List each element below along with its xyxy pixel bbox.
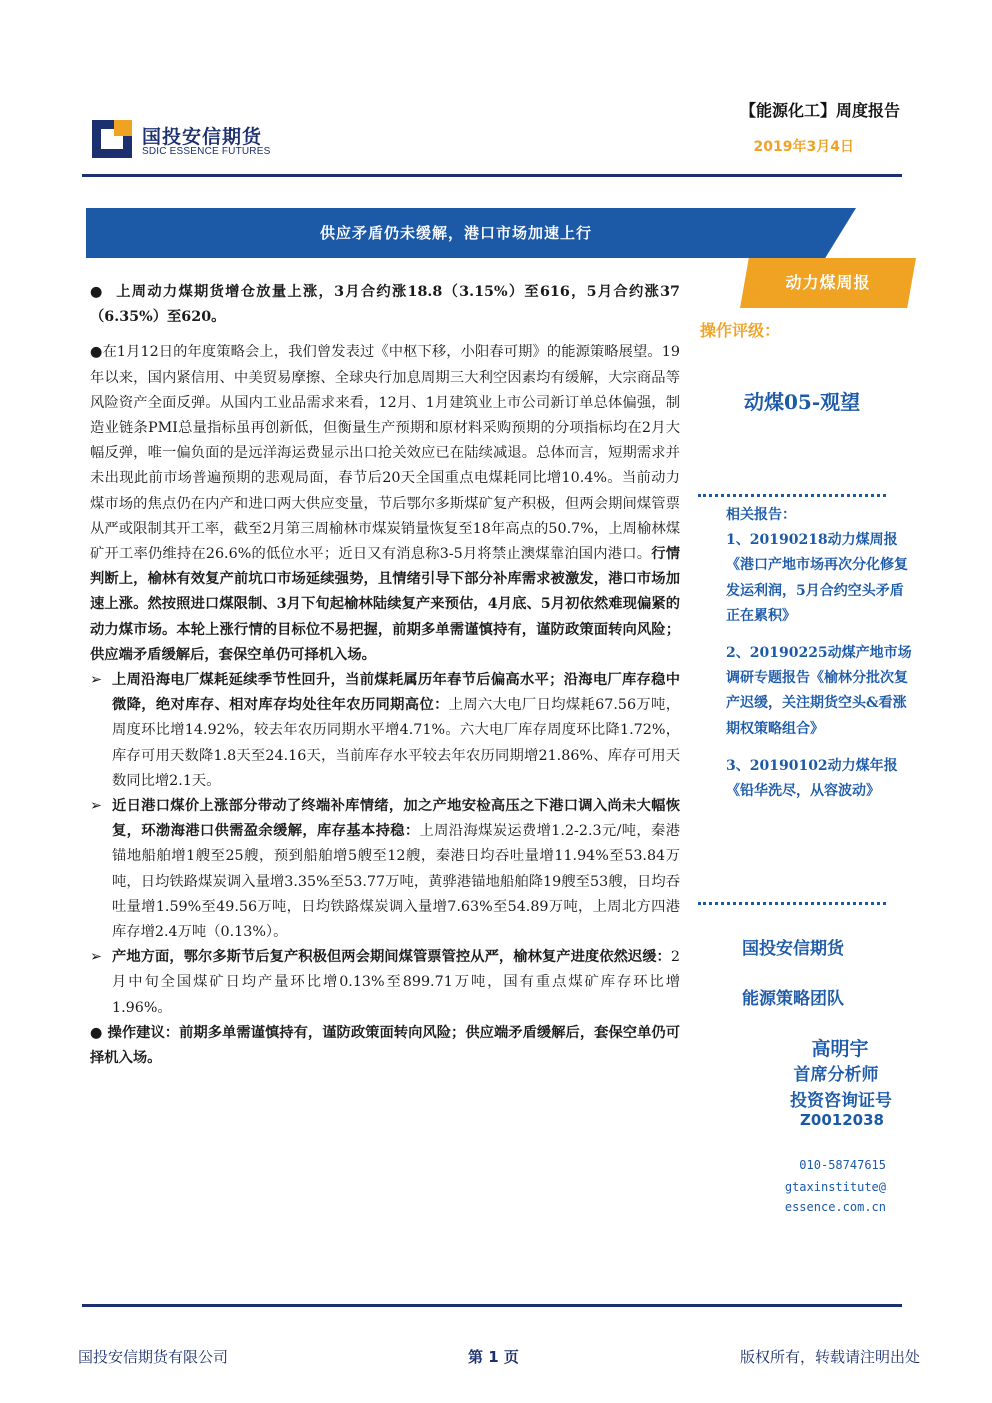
sidebar-divider	[698, 494, 886, 497]
port-item	[90, 794, 680, 945]
contact-email[interactable]: gtaxinstitute@	[784, 1180, 886, 1194]
analysis-text: 在1月12日的年度策略会上，我们曾发表过《中枢下移，小阳春可期》的能源策略展望。19年以来，国内紧信用、中美贸易摩擦、全球央行加息周期三大利空因素均有缓解，大宗商品等风险资产全面反弹。从国内工业品需求来看，12月、1月建筑业上市公司新订单总体偏强，制造业链条PMI总量指标虽再创新低，但衡量生产预期和原材料采购预期的分项指标均在2月大幅反弹，唯一偏负面的是远洋海运费显示出口抢关效应已在陆续减退。总体而言，短期需求并未出现此前市场普遍预期的悲观局面，春节后20天全国重点电煤耗同比增10.4%。当前动力煤市场的焦点仍在内产和进口两大供应变量，节后鄂尔多斯煤矿复产积极，但两会期间煤管票从严或限制其开工率，截至2月第三周榆林市煤炭销量恢复至18年高点的50.7%，上周榆林煤矿开工率仍维持在26.6%的低位水平；近日又有消息称3-5月将禁止澳煤靠泊国内港口。	[90, 344, 680, 563]
company-name-en: SDIC ESSENCE FUTURES	[142, 146, 271, 157]
related-report-item[interactable]: 1、20190218动力煤周报《港口产地市场再次分化修复发运利润，5月合约空头矛盾正在累积》	[726, 532, 908, 624]
main-content	[90, 280, 680, 1071]
related-reports	[726, 503, 916, 804]
recommendation-paragraph	[90, 1021, 680, 1071]
production-item	[90, 945, 680, 1021]
arrow-bullet-icon: ➢	[90, 949, 102, 966]
recommendation-text: 操作建议：前期多单需谨慎持有，谨防政策面转向风险；供应端矛盾缓解后，套保空单仍可择机入场。	[90, 1024, 680, 1067]
arrow-bullet-icon: ➢	[90, 672, 102, 689]
page-number: 第 1 页	[468, 1348, 519, 1366]
analysis-paragraph	[90, 340, 680, 668]
footer-divider	[82, 1304, 902, 1307]
bullet-icon: ●	[90, 344, 103, 361]
summary-text: 上周动力煤期货增仓放量上涨，3月合约涨18.8（3.15%）至616，5月合约涨37（6.35%）至620。	[90, 284, 680, 326]
footer-company: 国投安信期货有限公司	[78, 1348, 229, 1366]
logo-mark-icon	[92, 120, 132, 158]
analyst-title: 首席分析师	[793, 1065, 879, 1085]
license-number: Z0012038	[800, 1111, 884, 1129]
contact-phone: 010-58747615	[799, 1158, 886, 1172]
analysis-conclusion: 行情判断上，榆林有效复产前坑口市场延续强势，且情绪引导下部分补库需求被激发，港口市场加速上涨。然按照进口煤限制、3月下旬起榆林陆续复产来预估，4月底、5月初依然难现偏紧的动力煤市场。本轮上涨行情的目标位不易把握，前期多单需谨慎持有，谨防政策面转向风险；供应端矛盾缓解后，套保空单仍可择机入场。	[90, 546, 681, 663]
analyst-name: 高明宇	[811, 1038, 869, 1060]
bullet-icon: ●	[90, 284, 104, 300]
report-type: 【能源化工】周度报告	[739, 101, 900, 120]
production-text: 2月中旬全国煤矿日均产量环比增0.13%至899.71万吨，国有重点煤矿库存环比增1.96%。	[112, 949, 680, 1016]
power-plant-item	[90, 668, 680, 794]
rating-label: 操作评级：	[700, 321, 781, 340]
summary-paragraph	[90, 280, 680, 330]
team-company: 国投安信期货	[742, 939, 844, 959]
team-name: 能源策略团队	[742, 989, 844, 1009]
company-logo	[92, 118, 292, 160]
company-name: 国投安信期货	[142, 126, 263, 148]
port-text: 上周沿海煤炭运费增1.2-2.3元/吨，秦港锚地船舶增1艘至25艘，预到船舶增5艘至12艘，秦港日均吞吐量增11.94%至53.84万吨，日均铁路煤炭调入量增3.35%至53.77万吨，黄骅港锚地船舶降19艘至53艘，日均吞吐量增1.59%至49.56万吨，日均铁路煤炭调入量增7.63%至54.89万吨，上周北方四港库存增2.4万吨（0.13%）。	[112, 823, 680, 941]
production-heading: 产地方面，鄂尔多斯节后复产积极但两会期间煤管票管控从严，榆林复产进度依然迟缓：	[112, 949, 671, 966]
sidebar-divider	[698, 902, 886, 905]
report-title: 供应矛盾仍未缓解，港口市场加速上行	[319, 224, 592, 242]
footer-copyright: 版权所有，转载请注明出处	[739, 1348, 920, 1366]
header-divider	[82, 174, 902, 177]
arrow-bullet-icon: ➢	[90, 798, 102, 815]
rating-value: 动煤05-观望	[744, 390, 861, 414]
related-report-item[interactable]: 3、20190102动力煤年报《铅华洗尽，从容波动》	[726, 757, 898, 800]
license-label: 投资咨询证号	[790, 1091, 892, 1111]
report-date: 2019年3月4日	[753, 139, 854, 155]
power-plant-heading: 上周沿海电厂煤耗延续季节性回升，当前煤耗属历年春节后偏高水平；沿海电厂库存稳中微降，绝对库存、相对库存均处往年农历同期高位：	[112, 672, 680, 714]
report-tag: 动力煤周报	[785, 273, 871, 292]
contact-email-domain[interactable]: essence.com.cn	[784, 1200, 886, 1214]
related-report-item[interactable]: 2、20190225动煤产地市场调研专题报告《榆林分批次复产迟缓，关注期货空头&看涨期权策略组合》	[726, 645, 912, 737]
bullet-icon: ●	[90, 1024, 103, 1041]
power-plant-text: 上周六大电厂日均煤耗67.56万吨，周度环比增14.92%，较去年农历同期水平增4.71%。六大电厂库存周度环比降1.72%，库存可用天数降1.8天至24.16天，当前库存水平较去年农历同期增21.86%、库存可用天数同比增2.1天。	[112, 697, 680, 789]
port-heading: 近日港口煤价上涨部分带动了终端补库情绪，加之产地安检高压之下港口调入尚未大幅恢复，环渤海港口供需盈余缓解，库存基本持稳：	[112, 798, 680, 840]
related-title: 相关报告：	[726, 507, 796, 523]
